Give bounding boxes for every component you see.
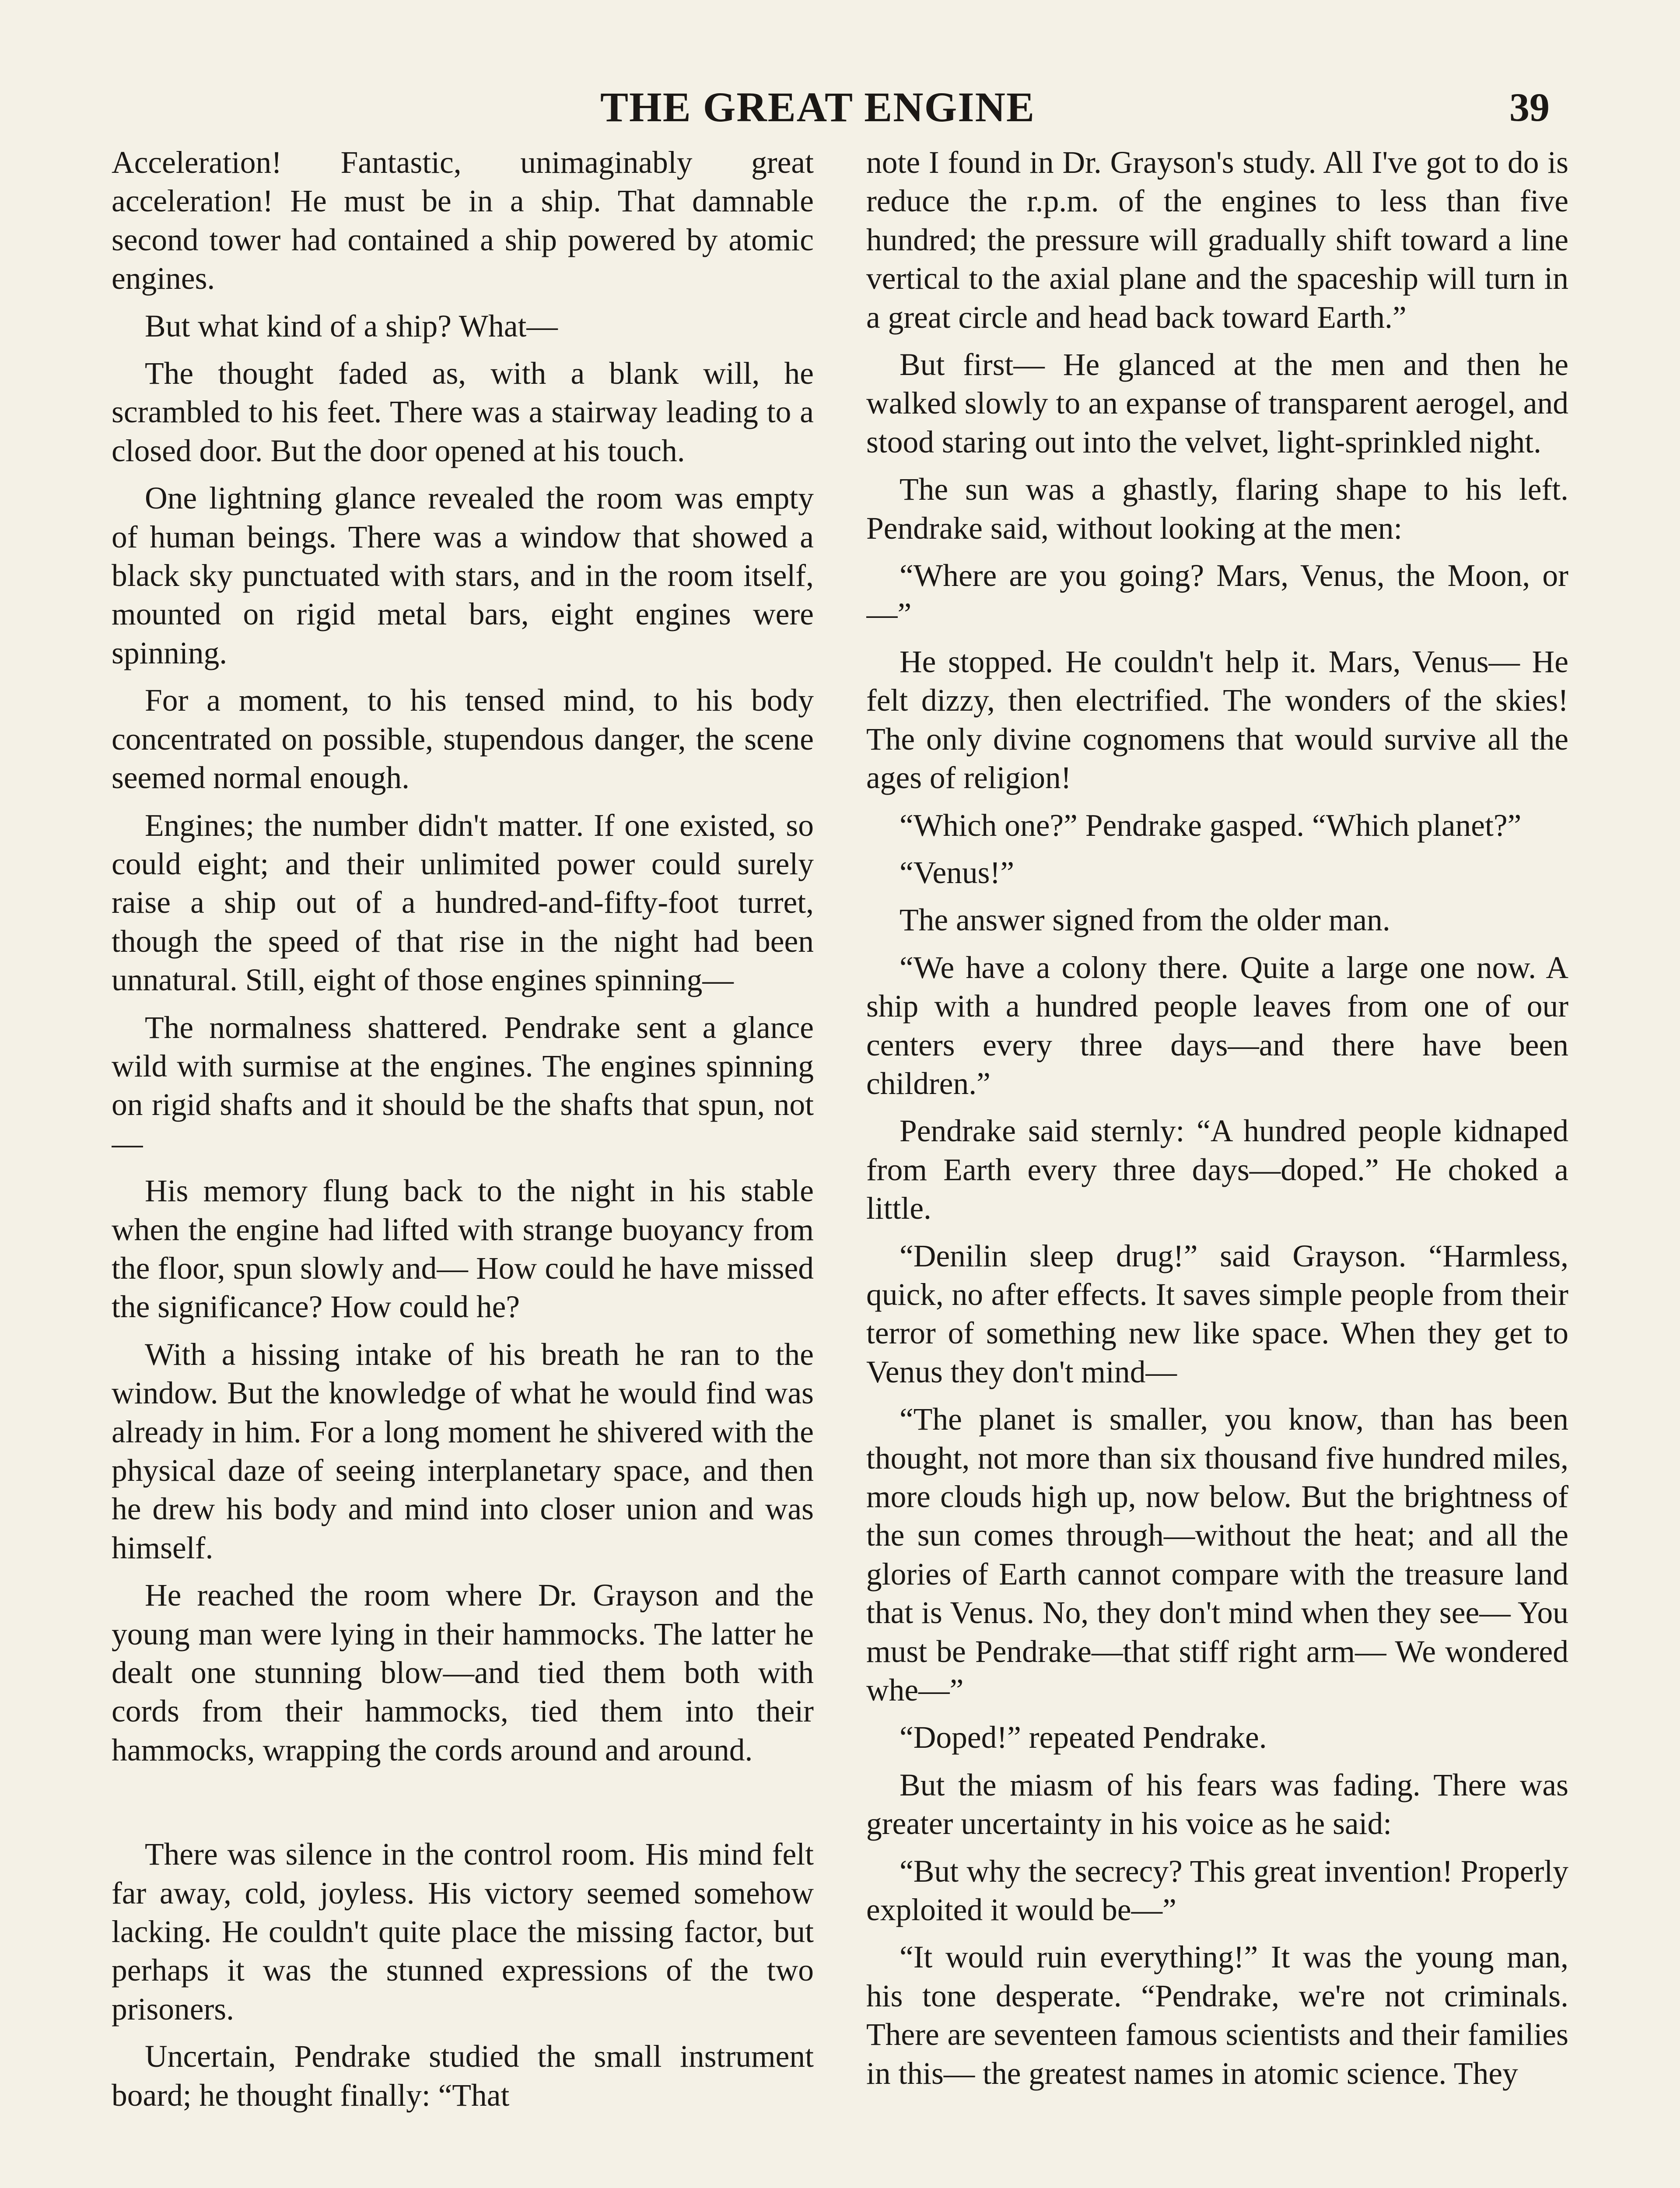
left-column (112, 144, 814, 2188)
paragraph: His memory flung back to the night in his stable when the engine had lifted with strange buoyancy from the floor, spun slowly and— How could he have missed the significance? How could he? (112, 1174, 814, 1325)
paragraph: But what kind of a ship? What— (145, 309, 558, 344)
paragraph: Acceleration! Fantastic, unimaginably great acceleration! He must be in a ship. That damnable second tower had contained a ship powered by atomic engines. (112, 145, 814, 296)
paragraph: “The planet is smaller, you know, than has been thought, not more than six thousand five hundred miles, more clouds high up, now below. But the brightness of the sun comes through—without the heat; and all the glories of Earth cannot compare with the treasure land that is Venus. No, they don't mind when they see— You must be Pendrake—that stiff right arm— We wondered whe—” (866, 1402, 1568, 1708)
paragraph: Engines; the number didn't matter. If one existed, so could eight; and their unlimited power could surely raise a ship out of a hundred-and-fifty-foot turret, though the speed of that rise in the night had been unnatural. Still, eight of those engines spinning— (112, 808, 814, 998)
paragraph: Uncertain, Pendrake studied the small instrument board; he thought finally: “That (112, 2039, 814, 2113)
page-title: THE GREAT ENGINE (600, 84, 1036, 130)
paragraph: “Denilin sleep drug!” said Grayson. “Harmless, quick, no after effects. It saves simple people from their terror of something new like space. When they get to Venus they don't mind— (866, 1238, 1568, 1389)
paragraph: “Where are you going? Mars, Venus, the Moon, or—” (866, 558, 1568, 632)
paragraph: With a hissing intake of his breath he ran to the window. But the knowledge of what he would find was already in him. For a long moment he shivered with the physical daze of seeing interplanetary space, and then he drew his body and mind into closer union and was himself. (112, 1337, 814, 1565)
paragraph: He reached the room where Dr. Grayson and the young man were lying in their hammocks. The latter he dealt one stunning blow—and tied them both with cords from their hammocks, tied them into their hammocks, wrapping the cords around and around. (112, 1578, 814, 1767)
paragraph: The normalness shattered. Pendrake sent a glance wild with surmise at the engines. The engines spinning on rigid shafts and it should be the shafts that spun, not— (112, 1010, 814, 1161)
paragraph: “We have a colony there. Quite a large one now. A ship with a hundred people leaves from one of our centers every three days—and there have been children.” (866, 950, 1568, 1101)
paragraph: “Doped!” repeated Pendrake. (900, 1720, 1267, 1755)
running-header (0, 81, 1680, 133)
paragraph: “Venus!” (900, 855, 1015, 890)
paragraph: “But why the secrecy? This great invention! Properly exploited it would be—” (866, 1854, 1568, 1928)
paragraph: He stopped. He couldn't help it. Mars, Venus— He felt dizzy, then electrified. The wonders of the skies! The only divine cognomens that would survive all the ages of religion! (866, 644, 1568, 796)
paragraph: note I found in Dr. Grayson's study. All I've got to do is reduce the r.p.m. of the engines to less than five hundred; the pressure will gradually shift toward a line vertical to the axial plane and the spaceship will turn in a great circle and head back toward Earth.” (866, 145, 1568, 335)
paragraph: There was silence in the control room. His mind felt far away, cold, joyless. His victory seemed somehow lacking. He couldn't quite place the missing factor, but perhaps it was the stunned expressions of the two prisoners. (112, 1837, 814, 2027)
paragraph: “Which one?” Pendrake gasped. “Which planet?” (900, 808, 1522, 843)
paragraph: Pendrake said sternly: “A hundred people kidnaped from Earth every three days—doped.” He choked a little. (866, 1114, 1568, 1226)
paragraph: For a moment, to his tensed mind, to his body concentrated on possible, stupendous danger, the scene seemed normal enough. (112, 683, 814, 796)
paragraph: The thought faded as, with a blank will, he scrambled to his feet. There was a stairway leading to a closed door. But the door opened at his touch. (112, 356, 814, 468)
paragraph: “It would ruin everything!” It was the young man, his tone desperate. “Pendrake, we're not criminals. There are seventeen famous scientists and their families in this— the greatest names in atomic science. They (866, 1940, 1568, 2091)
right-column (866, 144, 1568, 2188)
paragraph: But the miasm of his fears was fading. There was greater uncertainty in his voice as he said: (866, 1767, 1568, 1841)
paragraph: But first— He glanced at the men and then he walked slowly to an expanse of transparent aerogel, and stood staring out into the velvet, light-sprinkled night. (866, 347, 1568, 459)
paragraph: One lightning glance revealed the room was empty of human beings. There was a window that showed a black sky punctuated with stars, and in the room itself, mounted on rigid metal bars, eight engines were spinning. (112, 481, 814, 670)
paragraph: The answer signed from the older man. (900, 903, 1390, 938)
page-number: 39 (1509, 85, 1550, 130)
paragraph: The sun was a ghastly, flaring shape to his left. Pendrake said, without looking at the men: (866, 472, 1568, 546)
